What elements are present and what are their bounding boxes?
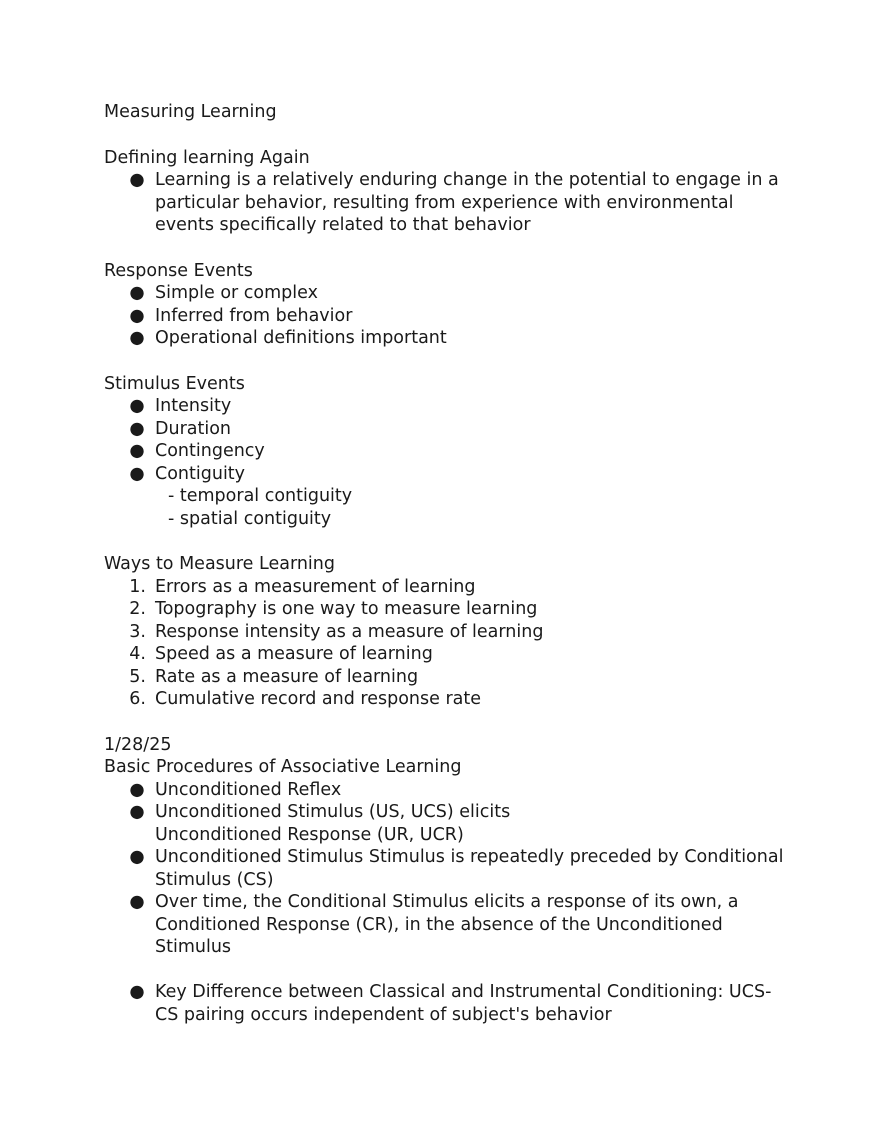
list-item-text: Speed as a measure of learning: [155, 644, 433, 664]
list-item: [104, 282, 784, 305]
list-item: [104, 418, 784, 441]
list-item: [104, 981, 784, 1026]
note-date: 1/28/25: [104, 734, 172, 755]
list-spacer: [104, 959, 784, 982]
list-item-text: Unconditioned Stimulus Stimulus is repeatedly preceded by Conditional Stimulus (CS): [155, 847, 784, 890]
list-item-text: Topography is one way to measure learning: [155, 599, 538, 619]
bullet-list: [104, 395, 784, 530]
list-item-text: Over time, the Conditional Stimulus elicits a response of its own, a Conditioned Response (CR), in the absence of the Unconditioned Stimulus: [155, 892, 739, 957]
section-heading: Response Events: [104, 260, 253, 281]
list-item: [104, 801, 784, 846]
document-title: Measuring Learning: [104, 102, 277, 122]
bullet-icon: ●: [129, 305, 145, 326]
bullet-list: [104, 282, 784, 350]
list-number: 3.: [129, 621, 146, 642]
bullet-icon: ●: [129, 779, 145, 800]
list-item-text: Inferred from behavior: [155, 305, 353, 326]
list-item: [104, 169, 784, 237]
list-item-text: Contiguity: [155, 463, 246, 484]
list-item: [104, 643, 784, 666]
section-stimulus-events: [104, 373, 784, 531]
bullet-icon: ●: [129, 802, 145, 822]
list-item-text: Intensity: [155, 396, 232, 416]
bullet-icon: ●: [129, 463, 145, 484]
list-item: [104, 666, 784, 689]
list-item-text: Learning is a relatively enduring change in the potential to engage in a particular behavior, resulting from experience with environmental events specifically related to that behavior: [155, 170, 779, 235]
bullet-icon: ●: [129, 982, 145, 1002]
list-item-text-continued: Unconditioned Response (UR, UCR): [155, 824, 464, 845]
bullet-icon: ●: [129, 418, 145, 439]
bullet-icon: ●: [129, 396, 145, 416]
list-item-text: Errors as a measurement of learning: [155, 576, 476, 597]
list-item-text: Rate as a measure of learning: [155, 666, 419, 687]
list-item: [104, 688, 784, 711]
list-item: [104, 395, 784, 418]
list-number: 4.: [129, 644, 146, 664]
section-heading: Basic Procedures of Associative Learning: [104, 757, 462, 777]
bullet-icon: ●: [129, 892, 145, 912]
section-response-events: [104, 260, 784, 350]
section-defining-learning: [104, 147, 784, 237]
list-item: [104, 846, 784, 891]
bullet-list: [104, 169, 784, 237]
sub-item: - temporal contiguity: [168, 486, 353, 506]
bullet-list: [104, 779, 784, 1027]
bullet-icon: ●: [129, 328, 145, 348]
document-page: [104, 101, 784, 1026]
list-item-text: Response intensity as a measure of learning: [155, 621, 544, 642]
list-item-text: Key Difference between Classical and Instrumental Conditioning: UCS-CS pairing occurs independent of subject's behavior: [155, 982, 772, 1025]
section-heading: Stimulus Events: [104, 373, 245, 394]
list-item: [104, 598, 784, 621]
bullet-icon: ●: [129, 441, 145, 461]
bullet-icon: ●: [129, 170, 145, 190]
section-heading: Ways to Measure Learning: [104, 554, 335, 574]
list-item-text: Duration: [155, 418, 232, 439]
list-item: [104, 463, 784, 531]
list-item: [104, 891, 784, 959]
section-heading: Defining learning Again: [104, 147, 310, 168]
numbered-list: [104, 576, 784, 711]
list-number: 6.: [129, 689, 146, 709]
list-item-text: Operational definitions important: [155, 328, 447, 348]
list-item: [104, 327, 784, 350]
list-item-text: Contingency: [155, 441, 265, 461]
sub-item: - spatial contiguity: [168, 508, 332, 529]
list-item-text: Unconditioned Stimulus (US, UCS) elicits: [155, 802, 511, 822]
bullet-icon: ●: [129, 283, 145, 303]
list-item: [104, 305, 784, 328]
list-number: 1.: [129, 576, 146, 597]
list-number: 5.: [129, 666, 146, 687]
list-item-text: Cumulative record and response rate: [155, 689, 481, 709]
list-item: [104, 576, 784, 599]
list-item: [104, 440, 784, 463]
list-item: [104, 621, 784, 644]
list-item-text: Simple or complex: [155, 283, 318, 303]
list-item: [104, 779, 784, 802]
list-item-text: Unconditioned Reflex: [155, 779, 342, 800]
list-number: 2.: [129, 599, 146, 619]
bullet-icon: ●: [129, 847, 145, 867]
section-ways-to-measure: [104, 553, 784, 711]
section-associative-learning: [104, 734, 784, 1027]
